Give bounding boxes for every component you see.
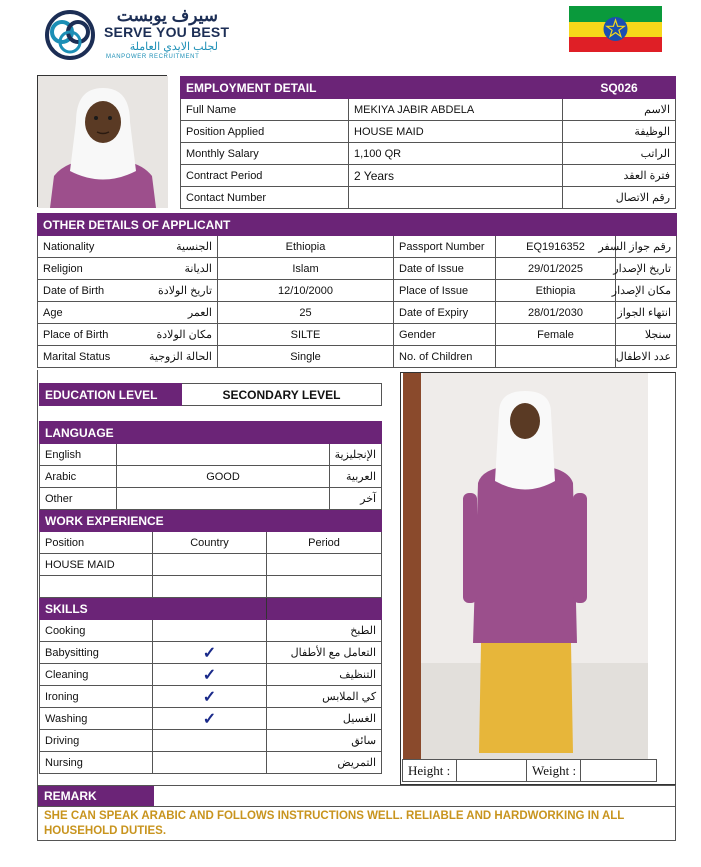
table-row [40, 554, 382, 576]
education-value: SECONDARY LEVEL [182, 384, 382, 406]
language-english-value [117, 444, 330, 466]
work-period-cell [267, 554, 382, 576]
passport-number-label: Passport Number [394, 236, 496, 258]
issue-place-label: Place of Issue [394, 280, 496, 302]
row-label: Monthly Salary [181, 143, 349, 165]
row-label-arabic: رقم الاتصال [563, 187, 676, 209]
other-details-title: OTHER DETAILS OF APPLICANT [38, 214, 677, 236]
skill-cooking-label-arabic: الطبخ [267, 620, 382, 642]
table-row [181, 143, 676, 165]
work-period-header: Period [267, 532, 382, 554]
language-other-value [117, 488, 330, 510]
row-label-arabic: فترة العقد [563, 165, 676, 187]
skill-cleaning-label: Cleaning [40, 664, 153, 686]
issue-place-label-arabic: مكان الإصدار [616, 280, 677, 302]
remark-text: SHE CAN SPEAK ARABIC AND FOLLOWS INSTRUCTIONS WELL. RELIABLE AND HARDWORKING IN ALL HOUSEHOLD DUTIES. [44, 810, 625, 837]
table-row [181, 165, 676, 187]
language-other-label-arabic: آخر [330, 488, 382, 510]
table-row [38, 346, 677, 368]
remark-title: REMARK [38, 786, 154, 806]
skill-driving-check-icon [153, 730, 267, 752]
logo-arabic: سيرف يوبست [116, 6, 218, 25]
gender-label: Gender [394, 324, 496, 346]
language-other-label: Other [40, 488, 117, 510]
skill-nursing-check-icon [153, 752, 267, 774]
expiry-date-label-arabic: انتهاء الجواز [616, 302, 677, 324]
table-row [38, 280, 677, 302]
language-english-label: English [40, 444, 117, 466]
other-details-table [37, 213, 677, 368]
skill-washing-label-arabic: الغسيل [267, 708, 382, 730]
work-position-cell: HOUSE MAID [40, 554, 153, 576]
table-row [40, 686, 382, 708]
skills-header-spacer-right [267, 598, 382, 620]
position-value: HOUSE MAID [349, 121, 563, 143]
religion-label-arabic: الديانة [120, 258, 218, 280]
nationality-value: Ethiopia [218, 236, 394, 258]
other-details-header-row [38, 214, 677, 236]
expiry-date-value: 28/01/2030 [496, 302, 616, 324]
language-arabic-value: GOOD [117, 466, 330, 488]
language-english-label-arabic: الإنجليزية [330, 444, 382, 466]
birth-place-label-arabic: مكان الولادة [120, 324, 218, 346]
skill-washing-label: Washing [40, 708, 153, 730]
expiry-date-label: Date of Expiry [394, 302, 496, 324]
employment-detail-table [180, 76, 676, 209]
issue-date-label-arabic: تاريخ الإصدار [616, 258, 677, 280]
issue-place-value: Ethiopia [496, 280, 616, 302]
work-position-cell [40, 576, 153, 598]
language-header-row [40, 422, 382, 444]
marital-status-value: Single [218, 346, 394, 368]
language-title: LANGUAGE [40, 422, 382, 444]
skill-ironing-check-icon: ✓ [153, 686, 267, 708]
work-country-cell [153, 554, 267, 576]
skill-cleaning-label-arabic: التنظيف [267, 664, 382, 686]
skill-ironing-label-arabic: كي الملابس [267, 686, 382, 708]
passport-number-label-arabic: رقم جواز السفر [616, 236, 677, 258]
skill-babysitting-check-icon: ✓ [153, 642, 267, 664]
table-row [40, 730, 382, 752]
work-position-header: Position [40, 532, 153, 554]
skills-header-spacer [153, 598, 267, 620]
row-label: Position Applied [181, 121, 349, 143]
gender-value: Female [496, 324, 616, 346]
birth-place-value: SILTE [218, 324, 394, 346]
language-arabic-label: Arabic [40, 466, 117, 488]
table-row [40, 620, 382, 642]
logo-tagline-english: MANPOWER RECRUITMENT [106, 54, 200, 60]
marital-status-label-arabic: الحالة الزوجية [120, 346, 218, 368]
weight-label: Weight : [527, 760, 581, 782]
marital-status-label: Marital Status [38, 346, 120, 368]
applicant-full-photo [400, 372, 676, 785]
table-row [181, 99, 676, 121]
birth-date-label-arabic: تاريخ الولادة [120, 280, 218, 302]
issue-date-label: Date of Issue [394, 258, 496, 280]
table-row [38, 258, 677, 280]
ethiopia-flag-icon [569, 6, 662, 52]
children-label: No. of Children [394, 346, 496, 368]
birth-date-label: Date of Birth [38, 280, 120, 302]
row-label-arabic: الاسم [563, 99, 676, 121]
nationality-label-arabic: الجنسية [120, 236, 218, 258]
weight-value [581, 760, 657, 782]
table-row [38, 302, 677, 324]
skill-ironing-label: Ironing [40, 686, 153, 708]
age-value: 25 [218, 302, 394, 324]
work-experience-column-headers [40, 532, 382, 554]
children-value [496, 346, 616, 368]
logo-knot-icon [42, 10, 98, 60]
skill-babysitting-label-arabic: التعامل مع الأطفال [267, 642, 382, 664]
skill-driving-label-arabic: سائق [267, 730, 382, 752]
table-row [38, 236, 677, 258]
birth-place-label: Place of Birth [38, 324, 120, 346]
religion-label: Religion [38, 258, 120, 280]
remark-divider [38, 806, 675, 807]
contact-value [349, 187, 563, 209]
row-label: Contract Period [181, 165, 349, 187]
skill-driving-label: Driving [40, 730, 153, 752]
table-row [181, 121, 676, 143]
work-country-header: Country [153, 532, 267, 554]
full-name-value: MEKIYA JABIR ABDELA [349, 99, 563, 121]
height-label: Height : [403, 760, 457, 782]
employment-header-row [181, 77, 676, 99]
language-arabic-label-arabic: العربية [330, 466, 382, 488]
work-experience-header-row [40, 510, 382, 532]
age-label: Age [38, 302, 120, 324]
logo-english: SERVE YOU BEST [104, 24, 230, 40]
education-table [39, 383, 382, 406]
children-label-arabic: عدد الاطفال [616, 346, 677, 368]
table-row [40, 488, 382, 510]
skills-title: SKILLS [40, 598, 153, 620]
remark-section [37, 785, 676, 841]
passport-number-value: EQ1916352 [496, 236, 616, 258]
work-country-cell [153, 576, 267, 598]
logo-tagline-arabic: لجلب الايدي العاملة [129, 41, 218, 53]
contract-value: 2 Years [349, 165, 563, 187]
company-logo [42, 8, 242, 62]
applicant-code: SQ026 [563, 77, 676, 99]
skill-nursing-label: Nursing [40, 752, 153, 774]
skills-header-row [40, 598, 382, 620]
skill-washing-check-icon: ✓ [153, 708, 267, 730]
religion-value: Islam [218, 258, 394, 280]
row-label: Full Name [181, 99, 349, 121]
nationality-label: Nationality [38, 236, 120, 258]
measurements-table [402, 759, 657, 782]
work-experience-title: WORK EXPERIENCE [40, 510, 382, 532]
table-row [40, 576, 382, 598]
skill-nursing-label-arabic: التمريض [267, 752, 382, 774]
employment-title: EMPLOYMENT DETAIL [181, 77, 563, 99]
language-work-skills-table [39, 421, 382, 774]
skill-cooking-check-icon [153, 620, 267, 642]
work-period-cell [267, 576, 382, 598]
applicant-portrait [37, 75, 167, 207]
age-label-arabic: العمر [120, 302, 218, 324]
education-label: EDUCATION LEVEL [40, 384, 182, 406]
skill-cooking-label: Cooking [40, 620, 153, 642]
salary-value: 1,100 QR [349, 143, 563, 165]
table-row [38, 324, 677, 346]
skill-cleaning-check-icon: ✓ [153, 664, 267, 686]
height-value [457, 760, 527, 782]
table-row [181, 187, 676, 209]
row-label: Contact Number [181, 187, 349, 209]
skill-babysitting-label: Babysitting [40, 642, 153, 664]
issue-date-value: 29/01/2025 [496, 258, 616, 280]
gender-label-arabic: سنجلا [616, 324, 677, 346]
row-label-arabic: الراتب [563, 143, 676, 165]
table-row [40, 664, 382, 686]
row-label-arabic: الوظيفة [563, 121, 676, 143]
table-row [40, 708, 382, 730]
birth-date-value: 12/10/2000 [218, 280, 394, 302]
table-row [40, 642, 382, 664]
table-row [40, 752, 382, 774]
table-row [40, 466, 382, 488]
table-row [40, 444, 382, 466]
